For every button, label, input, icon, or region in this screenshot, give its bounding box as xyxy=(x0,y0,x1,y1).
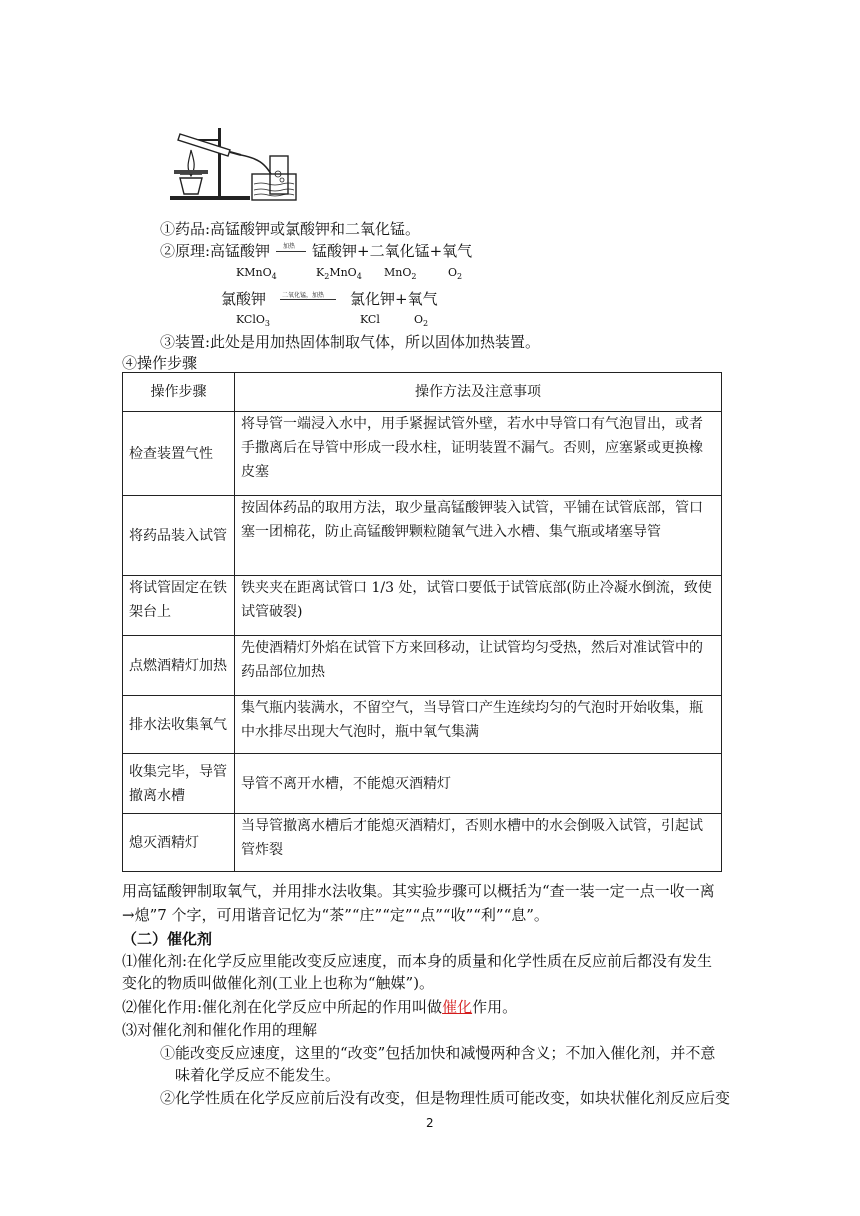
table-row xyxy=(123,636,722,696)
step-cell: 将试管固定在铁架台上 xyxy=(123,576,235,636)
catalyst-p2 xyxy=(122,996,517,1018)
step-cell: 将药品装入试管 xyxy=(123,496,235,576)
table-row xyxy=(123,576,722,636)
summary-line-2: →熄”7 个字，可用谐音记忆为“茶”“庄”“定”“点”“收”“利”“息”。 xyxy=(122,906,549,924)
desc-cell: 铁夹夹在距离试管口 1/3 处，试管口要低于试管底部(防止冷凝水倒流，致使试管破裂) xyxy=(235,576,722,636)
step-cell: 检查装置气性 xyxy=(123,412,235,496)
desc-cell: 导管不离开水槽，不能熄灭酒精灯 xyxy=(235,754,722,814)
heat-condition: 加热 xyxy=(283,243,296,250)
step-cell: 收集完毕，导管撤离水槽 xyxy=(123,754,235,814)
table-header: 操作步骤 xyxy=(123,373,235,412)
step-cell: 点燃酒精灯加热 xyxy=(123,636,235,696)
catalyst-p3: ⑶对催化剂和催化作用的理解 xyxy=(122,1021,318,1039)
device-line: ③装置:此处是用加热固体制取气体，所以固体加热装置。 xyxy=(160,333,541,351)
formula-kclo3: KClO$_3$ xyxy=(236,313,270,329)
step-cell: 熄灭酒精灯 xyxy=(123,814,235,872)
kclo3-name: 氯酸钾 xyxy=(221,290,267,308)
arrow-line xyxy=(276,251,306,252)
table-row xyxy=(123,412,722,496)
catalyst-i1a: ①能改变反应速度，这里的“改变”包括加快和减慢两种含义；不加入催化剂，并不意 xyxy=(160,1044,716,1062)
page-number: 2 xyxy=(426,1116,434,1130)
step-cell: 排水法收集氧气 xyxy=(123,696,235,754)
drug-line: ①药品:高锰酸钾或氯酸钾和二氧化锰。 xyxy=(160,220,421,238)
catalyst-p1a: ⑴催化剂:在化学反应里能改变反应速度，而本身的质量和化学性质在反应前后都没有发生 xyxy=(122,952,713,970)
formula-kmno4: KMnO$_4$ xyxy=(236,266,277,282)
desc-cell: 当导管撤离水槽后才能熄灭酒精灯，否则水槽中的水会倒吸入试管，引起试管炸裂 xyxy=(235,814,722,872)
catalyst-i1b: 味着化学反应不能发生。 xyxy=(175,1066,341,1084)
desc-cell: 将导管一端浸入水中，用手紧握试管外壁，若水中导管口有气泡冒出，或者手撒离后在导管中形成一段水柱，证明装置不漏气。否则，应塞紧或更换橡皮塞 xyxy=(235,412,722,496)
catalyst-p1b: 变化的物质叫做催化剂(工业上也称为“触媒”)。 xyxy=(122,974,435,992)
table-row xyxy=(123,754,722,814)
table-row xyxy=(123,814,722,872)
apparatus-figure xyxy=(166,118,298,204)
p2-post: 作用。 xyxy=(472,998,518,1016)
p2-pre: ⑵催化作用:催化剂在化学反应中所起的作用叫做 xyxy=(122,998,443,1016)
catalyst-i2: ②化学性质在化学反应前后没有改变，但是物理性质可能改变，如块状催化剂反应后变 xyxy=(160,1089,731,1107)
desc-cell: 按固体药品的取用方法，取少量高锰酸钾装入试管，平铺在试管底部，管口塞一团棉花，防止高锰酸钾颗粒随氧气进入水槽、集气瓶或堵塞导管 xyxy=(235,496,722,576)
formula-mno2: MnO$_2$ xyxy=(384,266,417,282)
arrow-line-2 xyxy=(280,299,336,300)
table-header-row xyxy=(123,373,722,412)
kclo3-condition: 二氧化锰，加热 xyxy=(282,292,325,299)
desc-cell: 先使酒精灯外焰在试管下方来回移动，让试管均匀受热，然后对准试管中的药品部位加热 xyxy=(235,636,722,696)
steps-table xyxy=(122,372,722,872)
principle-label: ②原理:高锰酸钾 xyxy=(160,242,271,260)
formula-k2mno4: $K_2MnO_4$ xyxy=(316,266,362,282)
formula-o2: $O_2$ xyxy=(448,266,463,282)
formula-o2-b: $O_2$ xyxy=(414,313,429,329)
table-header: 操作方法及注意事项 xyxy=(235,373,722,412)
steps-title: ④操作步骤 xyxy=(122,354,198,372)
summary-line-1: 用高锰酸钾制取氧气，并用排水法收集。其实验步骤可以概括为“查一装一定一点一收一离 xyxy=(122,882,715,900)
catalysis-link[interactable]: 催化 xyxy=(442,998,473,1016)
desc-cell: 集气瓶内装满水，不留空气，当导管口产生连续均匀的气泡时开始收集，瓶中水排尽出现大气泡时，瓶中氧气集满 xyxy=(235,696,722,754)
principle-products: 锰酸钾+二氧化锰+氧气 xyxy=(312,242,473,260)
table-row xyxy=(123,696,722,754)
table-row xyxy=(123,496,722,576)
kclo3-products: 氯化钾+氧气 xyxy=(350,290,438,308)
formula-kcl: KCl xyxy=(360,313,380,326)
catalyst-heading: （二）催化剂 xyxy=(122,930,213,948)
